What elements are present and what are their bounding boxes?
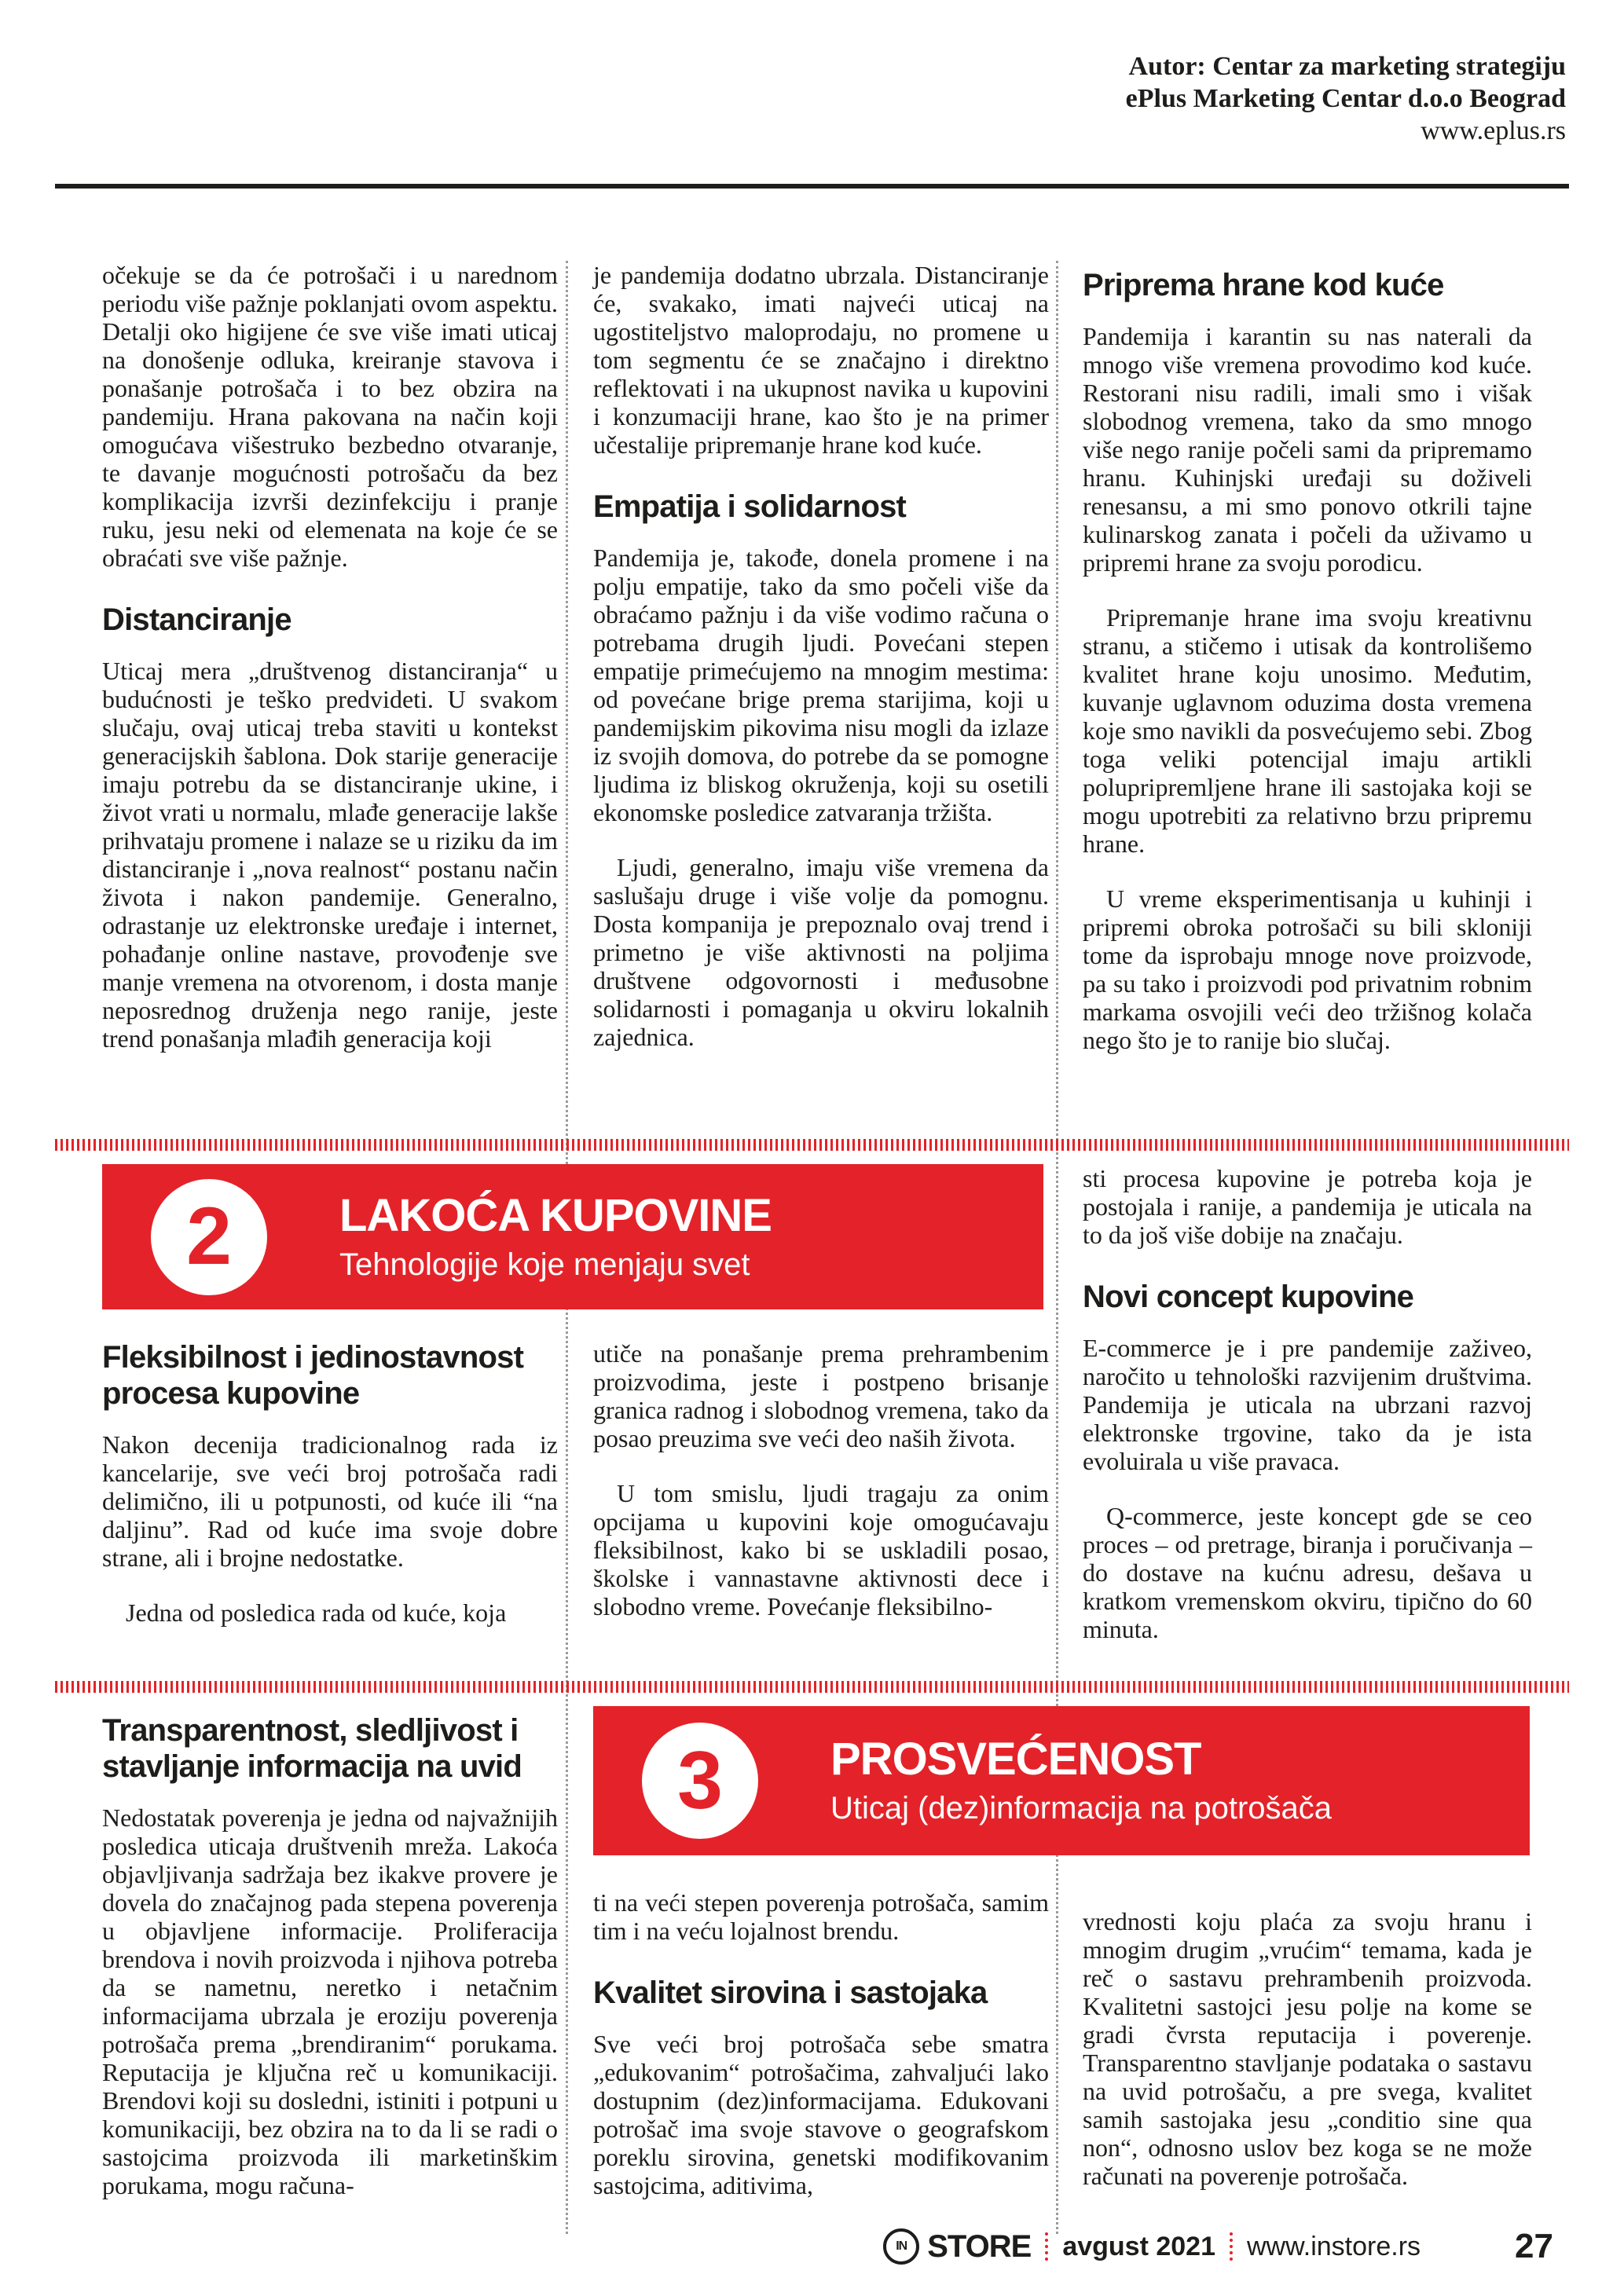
footer-bar xyxy=(883,2227,1553,2266)
paragraph: Nakon decenija tradicionalnog rada iz kancelarije, sve veći broj potrošača radi delimično, ili u potpunosti, od kuće ili “na daljinu”. Rad od kuće ima svoje dobre strane, ali i brojne nedostatke. xyxy=(102,1430,558,1572)
paragraph: Sve veći broj potrošača sebe smatra „edukovanim“ potrošačima, zahvaljući lako dostupnim (dez)informacijama. Edukovani potrošač ima svoje stavove o geografskom poreklu sirovina, genetski modifikovanim sastojcima, aditivima, xyxy=(593,2030,1049,2199)
paragraph: ti na veći stepen poverenja potrošača, samim tim i na veću lojalnost brendu. xyxy=(593,1888,1049,1945)
author-line-2: ePlus Marketing Centar d.o.o Beograd xyxy=(1125,84,1566,113)
banner-2-text xyxy=(339,1189,772,1282)
footer-separator-icon xyxy=(1045,2232,1048,2261)
paragraph: je pandemija dodatno ubrzala. Distanciranje će, svakako, imati najveći uticaj na ugostiteljstvo maloprodaju, no promene u tom segmentu će se značajno i direktno reflektovati i na ukupnost navika u kupovini i konzumaciji hrane, kao što je na primer učestalije pripremanje hrane kod kuće. xyxy=(593,261,1049,459)
section1-column2 xyxy=(593,261,1049,1051)
section3-column1 xyxy=(102,1712,558,2199)
heading-kvalitet-sirovina: Kvalitet sirovina i sastojaka xyxy=(593,1976,988,2010)
paragraph: Pandemija je, takođe, donela promene i na polju empatije, tako da smo počeli više da obraćamo pažnju i da više vodimo računa o potrebama drugih ljudi. Povećani stepen empatije primećujemo na mnogim mestima: od povećane brige prema starijima, koji u pandemijskim pikovima nisu mogli da izlaze iz svojih domova, do potrebe da se pomogne ljudima iz bliskog okruženja, koji su osetili ekonomske posledice zatvaranja tržišta. xyxy=(593,544,1049,826)
section3-column3 xyxy=(1083,1907,1532,2190)
footer-brand: STORE xyxy=(927,2228,1032,2264)
heading-novi-concept-kupovine: Novi concept kupovine xyxy=(1083,1280,1414,1314)
paragraph: U tom smislu, ljudi tragaju za onim opcijama u kupovini koje omogućavaju fleksibilnost, kako bi se uskladili posao, školske i vannastavne aktivnosti dece i slobodno vreme. Povećanje fleksibilno- xyxy=(593,1479,1049,1620)
paragraph: Pripremanje hrane ima svoju kreativnu stranu, a stičemo i utisak da kontrolišemo kvalitet hrane koju unosimo. Međutim, kuvanje uglavnom oduzima dosta vremena koje smo navikli da posvećujemo sebi. Zbog toga veliki potencijal imaju artikli polupripremljene hrane ili sastojaka koji se mogu upotrebiti za relativno brzu pripremu hrane. xyxy=(1083,603,1532,858)
footer-separator-icon xyxy=(1230,2232,1233,2261)
author-website: www.eplus.rs xyxy=(1421,116,1566,145)
section1-column1 xyxy=(102,261,558,1053)
page-number: 27 xyxy=(1515,2227,1553,2265)
heading-empatija-i-solidarnost: Empatija i solidarnost xyxy=(593,489,907,524)
banner-2-title: LAKOĆA KUPOVINE xyxy=(339,1189,772,1241)
heading-distanciranje: Distanciranje xyxy=(102,602,291,637)
paragraph: U vreme eksperimentisanja u kuhinji i pripremi obroka potrošači su bili skloniji tome da isprobaju mnoge nove proizvode, pa su tako i proizvodi pod privatnim robnim markama osvojili veći deo tržišnog kolača nego što je to ranije bio slučaj. xyxy=(1083,884,1532,1054)
section-banner-2 xyxy=(102,1164,1043,1309)
banner-3-title: PROSVEĆENOST xyxy=(830,1734,1201,1785)
paragraph: utiče na ponašanje prema prehrambenim proizvodima, jeste i postpeno brisanje granica radnog i slobodnog vremena, tako da posao preuzima sve veći deo naših života. xyxy=(593,1339,1049,1452)
banner-3-subtitle: Uticaj (dez)informacija na potrošača xyxy=(830,1791,1333,1825)
paragraph: Pandemija i karantin su nas naterali da mnogo više vremena provodimo kod kuće. Restorani nisu radili, imali smo i višak slobodnog vremena, tako da smo mnogo više nego ranije počeli sami da pripremamo hranu. Kuhinjski uređaji su doživeli renesansu, a mi smo ponovo otkrili tajne kulinarskog zanata i počeli da uživamo u pripremi hrane za svoju porodicu. xyxy=(1083,322,1532,577)
section2-column2 xyxy=(593,1339,1049,1620)
banner-2-subtitle: Tehnologije koje menjaju svet xyxy=(339,1247,750,1282)
section1-column3 xyxy=(1083,267,1532,1054)
heading-fleksibilnost: Fleksibilnost i jedinostavnost procesa kupovine xyxy=(102,1340,524,1411)
header-rule xyxy=(55,184,1569,189)
perforation-divider-1 xyxy=(55,1139,1569,1151)
paragraph: Nedostatak poverenja je jedna od najvažnijih posledica uticaja društvenih mreža. Lakoća objavljivanja sadržaja bez ikakve provere je dovela do značajnog pada stepena poverenja u objavljene informacije. Proliferacija brendova i novih proizvoda i njihova potreba da se nametnu, neretko i netačnim informacijama ubrzala je eroziju poverenja potrošača prema „brendiranim“ porukama. Reputacija je ključna reč u komunikaciji. Brendovi koji su dosledni, istiniti i potpuni u komunikaciji, bez obzira na to da li se radi o sastojcima proizvoda ili marketinškim porukama, mogu računa- xyxy=(102,1803,558,2199)
footer-date: avgust 2021 xyxy=(1062,2231,1215,2261)
banner-3-text xyxy=(830,1736,1332,1825)
author-block xyxy=(1126,50,1566,147)
paragraph: Q-commerce, jeste koncept gde se ceo proces – od pretrage, biranja i poručivanja – do dostave na kućnu adresu, dešava u kratkom vremenskom okviru, tipično do 60 minuta. xyxy=(1083,1502,1532,1643)
paragraph: Ljudi, generalno, imaju više vremena da saslušaju druge i više volje da pomognu. Dosta kompanija je prepoznalo ovaj trend i primetno je više aktivnosti na poljima društvene odgovornosti i međusobne solidarnosti i pomaganja u okviru lokalnih zajednica. xyxy=(593,853,1049,1051)
perforation-divider-2 xyxy=(55,1681,1569,1693)
paragraph: sti procesa kupovine je potreba koja je postojala i ranije, a pandemija je uticala na to da još više dobije na značaju. xyxy=(1083,1164,1532,1249)
column-divider-right xyxy=(1056,261,1058,2234)
section-number-badge-2: 2 xyxy=(151,1179,267,1295)
heading-priprema-hrane-kod-kuce: Priprema hrane kod kuće xyxy=(1083,268,1444,302)
paragraph: E-commerce je i pre pandemije zaživeo, naročito u tehnološki razvijenim društvima. Pandemija je uticala na ubrzani razvoj elektronske trgovine, tako da je ista evoluirala u više pravaca. xyxy=(1083,1334,1532,1475)
paragraph: Uticaj mera „društvenog distanciranja“ u budućnosti je teško predvideti. U svakom slučaju, ovaj uticaj treba staviti u kontekst generacijskih šablona. Dok starije generacije imaju potrebu da se distanciranje ukine, i život vrati u normalu, mlađe generacije lakše prihvataju promene i nalaze se u riziku da im distanciranje i „nova realnost“ postanu način života i nakon pandemije. Generalno, odrastanje uz elektronske uređaje i internet, pohađanje online nastave, provođenje sve manje vremena na otvorenom, i dosta manje neposrednog druženja nego ranije, jeste trend ponašanja mlađih generacija koji xyxy=(102,657,558,1053)
section2-column3 xyxy=(1083,1164,1532,1643)
footer-website: www.instore.rs xyxy=(1246,2231,1421,2261)
author-line-1: Autor: Centar za marketing strategiju xyxy=(1128,52,1566,81)
section-number-badge-3: 3 xyxy=(642,1723,758,1839)
instore-logo-icon: IN xyxy=(883,2228,919,2265)
paragraph: Jedna od posledica rada od kuće, koja xyxy=(126,1598,507,1627)
heading-transparentnost: Transparentnost, sledljivost i stavljanje informacija na uvid xyxy=(102,1713,522,1784)
paragraph: vrednosti koju plaća za svoju hranu i mnogim drugim „vrućim“ temama, kada je reč o sastavu prehrambenih proizvoda. Kvalitetni sastojci jesu polje na kome se gradi čvrsta reputacija i poverenje. Transparentno stavljanje podataka o sastavu na uvid potrošaču, a pre svega, kvalitet samih sastojaka jesu „conditio sine qua non“, odnosno uslov bez koga se ne može računati na poverenje potrošača. xyxy=(1083,1907,1532,2190)
section3-column2 xyxy=(593,1888,1049,2199)
paragraph: očekuje se da će potrošači i u narednom periodu više pažnje poklanjati ovom aspektu. Detalji oko higijene će sve više imati uticaj na donošenje odluka, kreiranje stavova i ponašanje potrošača i to bez obzira na pandemiju. Hrana pakovana na način koji omogućava višestruko bezbedno otvaranje, te davanje mogućnosti potrošaču da bez komplikacija izvrši dezinfekciju i pranje ruku, jesu neki od elemenata na koje će se obraćati sve više pažnje. xyxy=(102,261,558,572)
section2-column1 xyxy=(102,1339,558,1627)
section-banner-3 xyxy=(593,1706,1530,1855)
